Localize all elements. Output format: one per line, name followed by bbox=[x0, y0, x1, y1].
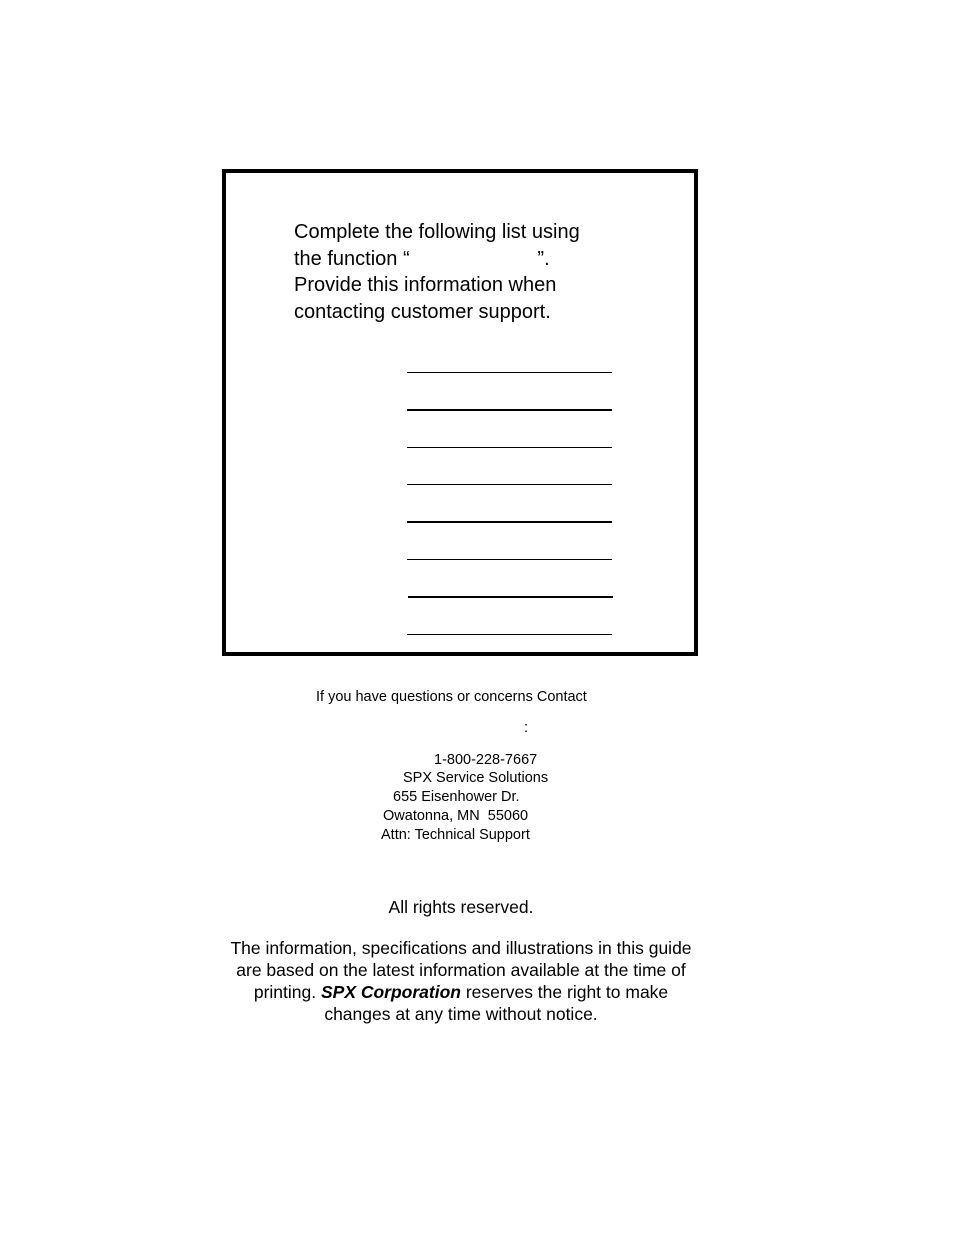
fill-in-line-8 bbox=[407, 634, 612, 635]
instruction-line: the function “ ”. bbox=[294, 247, 550, 270]
contact-city-state-zip: Owatonna, MN 55060 bbox=[383, 808, 529, 824]
contact-company: SPX Service Solutions bbox=[403, 770, 549, 786]
instruction-line: contacting customer support. bbox=[294, 301, 551, 324]
instruction-line: Provide this information when bbox=[294, 274, 557, 297]
disclaimer-line-3-start: printing. bbox=[253, 982, 321, 1002]
disclaimer-line-4: changes at any time without notice. bbox=[324, 1004, 598, 1024]
instruction-text bbox=[294, 219, 624, 326]
fill-in-line-3 bbox=[407, 447, 612, 448]
fill-in-line-5 bbox=[407, 521, 612, 523]
fill-in-line-2 bbox=[407, 409, 612, 411]
disclaimer bbox=[200, 937, 722, 1025]
disclaimer-line-3 bbox=[200, 981, 722, 1003]
fill-in-line-7 bbox=[408, 596, 613, 598]
rights-statement: All rights reserved. bbox=[388, 897, 534, 917]
disclaimer-line-2: are based on the latest information available at the time of bbox=[236, 960, 686, 980]
info-form-box bbox=[222, 169, 698, 656]
fill-in-line-6 bbox=[407, 559, 612, 560]
brand-name: SPX Corporation bbox=[320, 982, 461, 1002]
contact-phone: 1-800-228-7667 bbox=[434, 752, 538, 768]
contact-street: 655 Eisenhower Dr. bbox=[393, 789, 520, 805]
disclaimer-line-3-end: reserves the right to make bbox=[460, 982, 669, 1002]
contact-colon: : bbox=[524, 720, 529, 736]
contact-intro: If you have questions or concerns Contact bbox=[316, 689, 587, 705]
instruction-line: Complete the following list using bbox=[294, 221, 580, 243]
disclaimer-line-1: The information, specifications and illustrations in this guide bbox=[230, 938, 692, 958]
fill-in-line-1 bbox=[407, 372, 612, 373]
contact-attention: Attn: Technical Support bbox=[381, 827, 530, 843]
fill-in-line-4 bbox=[407, 484, 612, 485]
